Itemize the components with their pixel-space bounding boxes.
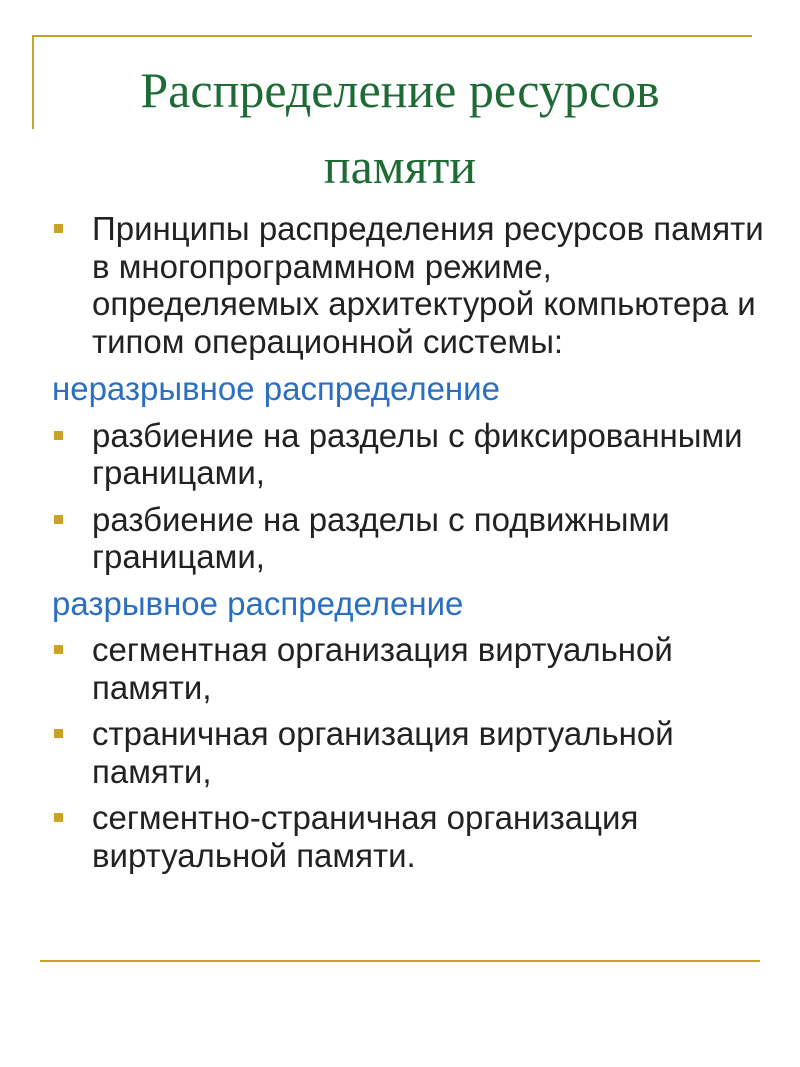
square-bullet-icon — [54, 813, 63, 822]
list-item — [52, 799, 772, 874]
square-bullet-icon — [54, 515, 63, 524]
list-item-text: разбиение на разделы с подвижными границами, — [92, 500, 670, 575]
section-label-discontinuous: разрывное распределение — [52, 584, 464, 622]
left-border-line — [32, 35, 34, 129]
list-item — [52, 501, 772, 576]
slide-title — [40, 52, 760, 204]
list-item-text: сегментно-страничная организация виртуальной памяти. — [92, 799, 639, 874]
square-bullet-icon — [54, 645, 63, 654]
slide-title-line-1: Распределение ресурсов — [140, 62, 660, 118]
list-item — [52, 631, 772, 706]
list-item-text: сегментная организация виртуальной памяти, — [92, 631, 673, 706]
slide-content — [52, 210, 772, 883]
list-item-text: страничная организация виртуальной памяти, — [92, 715, 674, 790]
square-bullet-icon — [54, 431, 63, 440]
top-border-line — [32, 35, 752, 37]
list-item — [52, 715, 772, 790]
list-item-text: разбиение на разделы с фиксированными границами, — [92, 416, 743, 491]
section-label-continuous: неразрывное распределение — [52, 370, 500, 407]
list-item — [52, 417, 772, 492]
square-bullet-icon — [54, 729, 63, 738]
intro-text: Принципы распределения ресурсов памяти в многопрограммном режиме, определяемых архитектурой компьютера и типом операционной системы: — [92, 210, 764, 360]
bottom-border-line — [40, 960, 760, 962]
slide-title-line-2: памяти — [323, 138, 477, 194]
intro-bullet — [52, 210, 772, 360]
square-bullet-icon — [54, 224, 63, 233]
